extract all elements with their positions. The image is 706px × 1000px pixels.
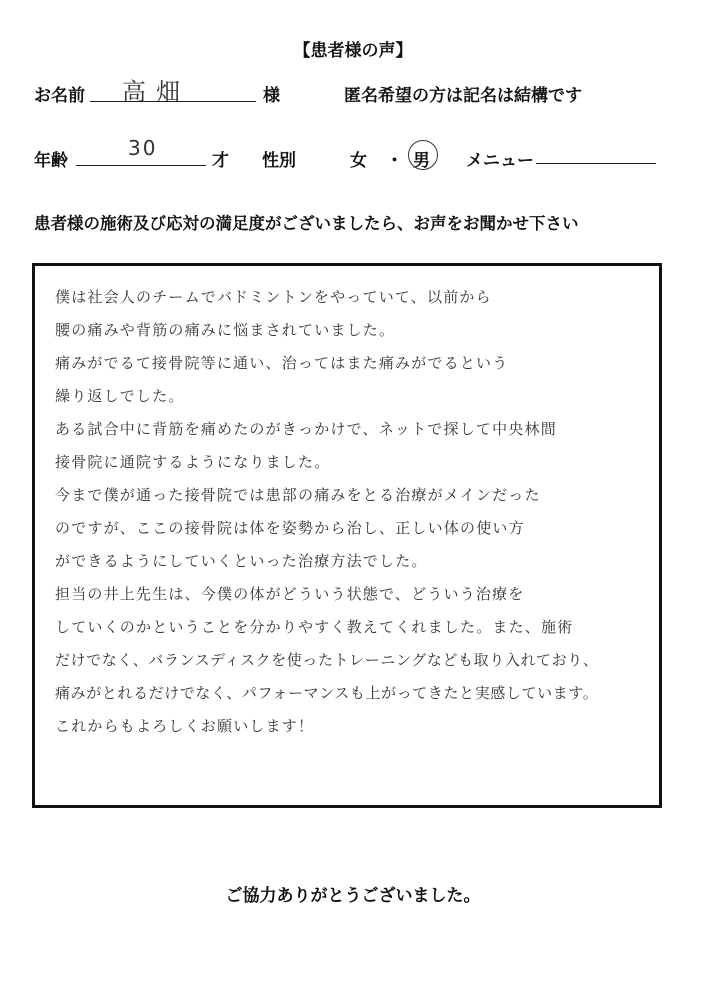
comment-line: だけでなく、バランスディスクを使ったトレーニングなども取り入れており、: [55, 651, 599, 669]
comment-line: これからもよろしくお願いします！: [55, 717, 315, 735]
age-unit: 才: [212, 151, 229, 171]
comment-line: ある試合中に背筋を痛めたのがきっかけで、ネットで探して中央林間: [55, 420, 557, 438]
comment-line: のですが、ここの接骨院は体を姿勢から治し、正しい体の使い方: [55, 519, 525, 537]
comment-line: 腰の痛みや背筋の痛みに悩まされていました。: [55, 321, 396, 339]
menu-underline: [536, 163, 656, 164]
name-value: 高畑: [122, 78, 190, 106]
comment-line: 担当の井上先生は、今僕の体がどういう状態で、どういう治療を: [55, 585, 525, 603]
gender-separator: ・: [386, 151, 403, 171]
name-label: お名前: [34, 86, 85, 106]
thanks-message: ご協力ありがとうございました。: [225, 886, 481, 906]
age-underline: [76, 165, 206, 166]
form-title: 【患者様の声】: [293, 41, 413, 61]
comment-line: 今まで僕が通った接骨院では患部の痛みをとる治療がメインだった: [55, 486, 541, 504]
feedback-prompt: 患者様の施術及び応対の満足度がございましたら、お声をお聞かせ下さい: [34, 214, 579, 233]
gender-selected-circle: [408, 140, 438, 170]
comment-line: 繰り返しでした。: [55, 387, 185, 405]
comment-line: ができるようにしていくといった治療方法でした。: [55, 552, 428, 570]
gender-option-female: 女: [350, 151, 367, 171]
anonymous-note: 匿名希望の方は記名は結構です: [344, 86, 582, 106]
comment-line: 接骨院に通院するようになりました。: [55, 453, 331, 471]
comment-line: 僕は社会人のチームでバドミントンをやっていて、以前から: [55, 288, 492, 306]
comment-line: 痛みがとれるだけでなく、パフォーマンスも上がってきたと実感しています。: [55, 684, 599, 702]
name-underline: [90, 101, 256, 102]
age-value: 30: [128, 136, 158, 160]
menu-label: メニュー: [466, 151, 534, 171]
comment-line: 痛みがでるて接骨院等に通い、治ってはまた痛みがでるという: [55, 354, 509, 372]
comment-box: [32, 263, 662, 808]
honorific-label: 様: [263, 86, 280, 106]
age-label: 年齢: [34, 151, 68, 171]
comment-line: していくのかということを分かりやすく教えてくれました。また、施術: [55, 618, 574, 636]
gender-option-male: 男: [413, 151, 430, 171]
gender-label: 性別: [262, 151, 296, 171]
